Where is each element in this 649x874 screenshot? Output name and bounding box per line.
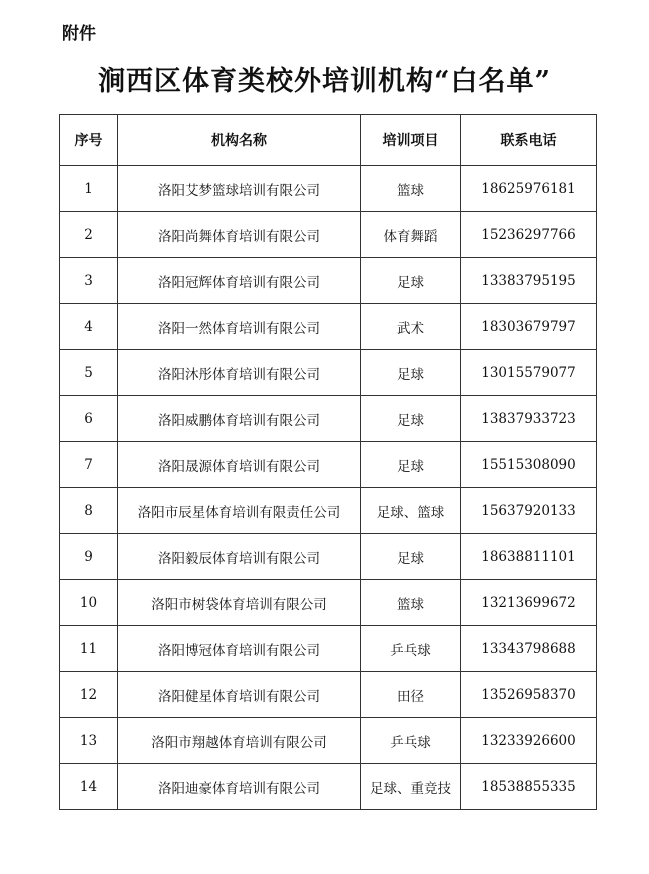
whitelist-table (59, 114, 597, 810)
cell-training-item: 体育舞蹈 (361, 212, 461, 258)
cell-contact-phone: 18625976181 (461, 166, 597, 212)
cell-serial-number: 12 (60, 672, 118, 718)
cell-training-item: 乒乓球 (361, 626, 461, 672)
cell-contact-phone: 13213699672 (461, 580, 597, 626)
cell-institution-name: 洛阳沐彤体育培训有限公司 (118, 350, 361, 396)
cell-institution-name: 洛阳威鹏体育培训有限公司 (118, 396, 361, 442)
cell-serial-number: 10 (60, 580, 118, 626)
cell-serial-number: 6 (60, 396, 118, 442)
cell-training-item: 乒乓球 (361, 718, 461, 764)
cell-training-item: 足球 (361, 350, 461, 396)
cell-contact-phone: 18538855335 (461, 764, 597, 810)
cell-serial-number: 1 (60, 166, 118, 212)
cell-institution-name: 洛阳一然体育培训有限公司 (118, 304, 361, 350)
header-contact-phone: 联系电话 (461, 115, 597, 166)
cell-serial-number: 8 (60, 488, 118, 534)
cell-training-item: 武术 (361, 304, 461, 350)
table-row (60, 442, 597, 488)
table-row (60, 672, 597, 718)
table-row (60, 166, 597, 212)
table-row (60, 764, 597, 810)
cell-institution-name: 洛阳市辰星体育培训有限责任公司 (118, 488, 361, 534)
cell-training-item: 足球 (361, 258, 461, 304)
cell-contact-phone: 13233926600 (461, 718, 597, 764)
table-row (60, 718, 597, 764)
cell-serial-number: 4 (60, 304, 118, 350)
cell-serial-number: 7 (60, 442, 118, 488)
cell-institution-name: 洛阳市翔越体育培训有限公司 (118, 718, 361, 764)
cell-institution-name: 洛阳迪豪体育培训有限公司 (118, 764, 361, 810)
cell-contact-phone: 18638811101 (461, 534, 597, 580)
table-row (60, 212, 597, 258)
cell-training-item: 田径 (361, 672, 461, 718)
table-row (60, 580, 597, 626)
cell-contact-phone: 15515308090 (461, 442, 597, 488)
cell-institution-name: 洛阳晟源体育培训有限公司 (118, 442, 361, 488)
cell-training-item: 足球 (361, 442, 461, 488)
header-serial-number: 序号 (60, 115, 118, 166)
cell-training-item: 足球 (361, 396, 461, 442)
cell-serial-number: 5 (60, 350, 118, 396)
cell-institution-name: 洛阳艾梦篮球培训有限公司 (118, 166, 361, 212)
cell-institution-name: 洛阳毅辰体育培训有限公司 (118, 534, 361, 580)
attachment-label: 附件 (62, 24, 96, 44)
cell-institution-name: 洛阳尚舞体育培训有限公司 (118, 212, 361, 258)
cell-contact-phone: 13837933723 (461, 396, 597, 442)
header-institution-name: 机构名称 (118, 115, 361, 166)
cell-serial-number: 13 (60, 718, 118, 764)
cell-serial-number: 14 (60, 764, 118, 810)
cell-contact-phone: 18303679797 (461, 304, 597, 350)
cell-contact-phone: 13383795195 (461, 258, 597, 304)
table-row (60, 304, 597, 350)
table-row (60, 626, 597, 672)
table-row (60, 534, 597, 580)
cell-contact-phone: 13526958370 (461, 672, 597, 718)
cell-serial-number: 3 (60, 258, 118, 304)
cell-training-item: 篮球 (361, 580, 461, 626)
cell-training-item: 足球、重竞技 (361, 764, 461, 810)
cell-institution-name: 洛阳博冠体育培训有限公司 (118, 626, 361, 672)
cell-contact-phone: 13015579077 (461, 350, 597, 396)
cell-serial-number: 9 (60, 534, 118, 580)
cell-institution-name: 洛阳健星体育培训有限公司 (118, 672, 361, 718)
table-row (60, 258, 597, 304)
header-training-item: 培训项目 (361, 115, 461, 166)
cell-training-item: 足球、篮球 (361, 488, 461, 534)
cell-training-item: 足球 (361, 534, 461, 580)
cell-training-item: 篮球 (361, 166, 461, 212)
cell-contact-phone: 13343798688 (461, 626, 597, 672)
cell-serial-number: 2 (60, 212, 118, 258)
table-row (60, 350, 597, 396)
page-title: 涧西区体育类校外培训机构“白名单” (97, 66, 552, 97)
cell-contact-phone: 15637920133 (461, 488, 597, 534)
cell-institution-name: 洛阳冠辉体育培训有限公司 (118, 258, 361, 304)
cell-serial-number: 11 (60, 626, 118, 672)
cell-institution-name: 洛阳市树袋体育培训有限公司 (118, 580, 361, 626)
table-row (60, 396, 597, 442)
table-header-row (60, 115, 597, 166)
cell-contact-phone: 15236297766 (461, 212, 597, 258)
table-row (60, 488, 597, 534)
